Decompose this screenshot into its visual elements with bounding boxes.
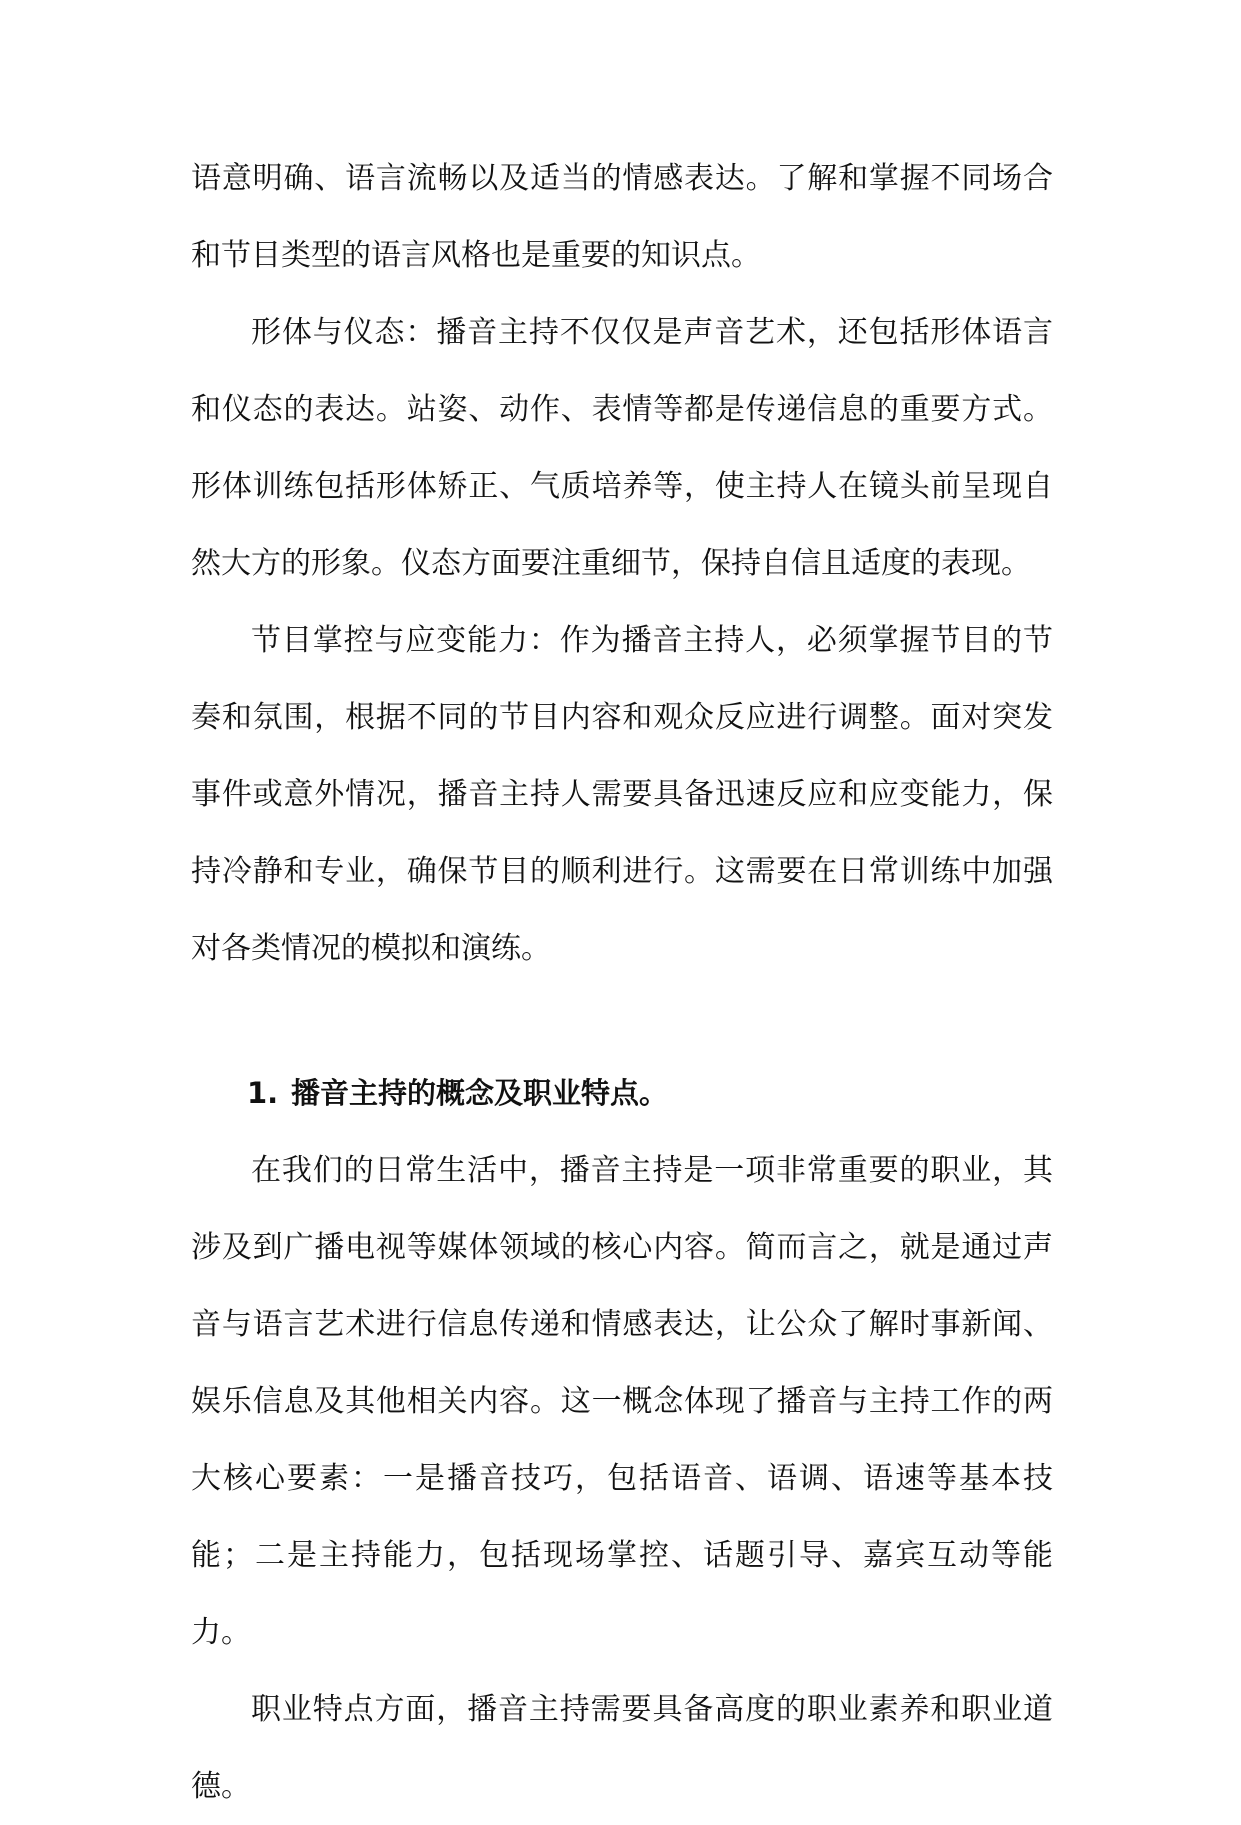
paragraph-posture-demeanor: 形体与仪态：播音主持不仅仅是声音艺术，还包括形体语言和仪态的表达。站姿、动作、表情等都是传递信息的重要方式。形体训练包括形体矫正、气质培养等，使主持人在镜头前呈现自然大方的形象。仪态方面要注重细节，保持自信且适度的表现。: [191, 315, 1053, 581]
paragraph-career-features: 职业特点方面，播音主持需要具备高度的职业素养和职业道德。: [191, 1692, 1053, 1804]
section-heading-text: 播音主持的概念及职业特点。: [291, 1076, 669, 1110]
paragraph-program-control: 节目掌控与应变能力：作为播音主持人，必须掌握节目的节奏和氛围，根据不同的节目内容和观众反应进行调整。面对突发事件或意外情况，播音主持人需要具备迅速反应和应变能力，保持冷静和专业，确保节目的顺利进行。这需要在日常训练中加强对各类情况的模拟和演练。: [191, 623, 1053, 966]
document-body: [191, 140, 1053, 1825]
paragraph-concept: 在我们的日常生活中，播音主持是一项非常重要的职业，其涉及到广播电视等媒体领域的核心内容。简而言之，就是通过声音与语言艺术进行信息传递和情感表达，让公众了解时事新闻、娱乐信息及其他相关内容。这一概念体现了播音与主持工作的两大核心要素：一是播音技巧，包括语音、语调、语速等基本技能；二是主持能力，包括现场掌控、话题引导、嘉宾互动等能力。: [191, 1153, 1053, 1650]
section-heading: [191, 1055, 1053, 1132]
paragraph-language-style: 语意明确、语言流畅以及适当的情感表达。了解和掌握不同场合和节目类型的语言风格也是重要的知识点。: [191, 161, 1053, 273]
section-heading-number: 1.: [247, 1076, 279, 1110]
